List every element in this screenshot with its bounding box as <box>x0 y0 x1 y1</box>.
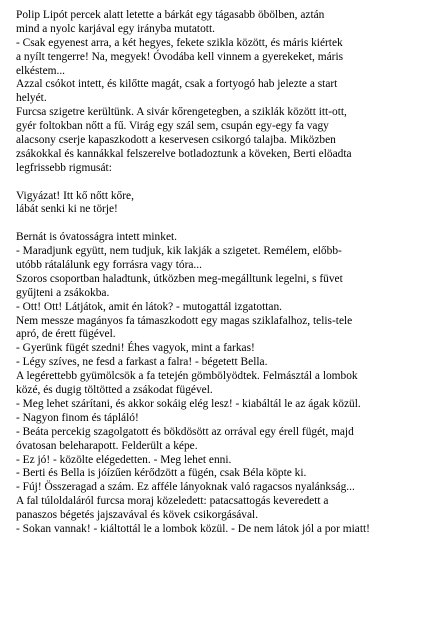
text-line: - Gyerünk fügét szedni! Éhes vagyok, mint a farkas! <box>16 342 255 355</box>
text-line: Polip Lipót percek alatt letette a bárkát egy tágasabb öbölben, aztán <box>16 9 325 21</box>
text-line: - Fúj! Összeragad a szám. Ez afféle lányoknak való ragacsos nyalánkság... <box>16 481 355 494</box>
text-line: alacsony cserje kapaszkodott a keservesen csikorgó talajba. Miközben <box>16 134 336 147</box>
text-line: - Csak egyenest arra, a két hegyes, fekete szikla között, és máris kiértek <box>16 36 343 49</box>
text-line: közé, és dugig töltötted a zsákodat fügével. <box>16 384 213 397</box>
text-line: gyűjteni a zsákokba. <box>16 286 110 299</box>
text-line: Nem messze magányos fa támaszkodott egy magas sziklafalhoz, telis-tele <box>16 314 353 327</box>
text-line: gyér foltokban nőtt a fű. Virág egy szál sem, csupán egy-egy fa vagy <box>16 120 329 133</box>
text-line: lábát senki ki ne törje! <box>16 203 118 216</box>
text-line: - Maradjunk együtt, nem tudjuk, kik lakják a szigetet. Remélem, előbb- <box>16 245 342 258</box>
text-line: legfrissebb rigmusát: <box>16 161 112 174</box>
text-line: - Beáta percekig szagolgatott és bökdösött az orrával egy érell fügét, majd <box>16 425 354 438</box>
story-text <box>16 9 424 537</box>
text-line: - Sokan vannak! - kiáltottál le a lombok közül. - De nem látok jól a por miatt! <box>16 522 370 535</box>
text-line: helyét. <box>16 92 47 105</box>
blank-line <box>16 176 424 190</box>
text-line: zsákokkal és kannákkal felszerelve botladoztunk a köveken, Berti elöadta <box>16 147 352 160</box>
text-line: mind a nyolc karjával egy irányba mutatott. <box>16 22 215 35</box>
text-line: Furcsa szigetre kerültünk. A sivár kőrengetegben, a sziklák között itt-ott, <box>16 106 347 119</box>
blank-line <box>16 217 424 231</box>
text-line: panaszos bégetés jajszavával és kövek csikorgásával. <box>16 509 259 522</box>
text-line: - Berti és Bella is jóízűen kérődzött a fügén, csak Béla köpte ki. <box>16 467 307 480</box>
text-line: Vigyázat! Itt kő nőtt kőre, <box>16 189 134 202</box>
text-line: A legérettebb gyümölcsök a fa tetején gömbölyödtek. Felmásztál a lombok <box>16 370 358 383</box>
text-line: Azzal csókot intett, és kilőtte magát, csak a fortyogó hab jelezte a start <box>16 78 338 91</box>
text-line: - Ez jó! - közölte elégedetten. - Meg lehet enni. <box>16 453 232 466</box>
text-line: elkéstem... <box>16 64 66 77</box>
text-line: - Nagyon finom és tápláló! <box>16 411 139 424</box>
text-line: Szoros csoportban haladtunk, útközben meg-megálltunk legelni, s füvet <box>16 272 343 285</box>
text-line: A fal túloldaláról furcsa moraj közeledett: patacsattogás keveredett a <box>16 495 329 508</box>
text-line: óvatosan beleharapott. Felderült a képe. <box>16 439 198 452</box>
text-line: - Meg lehet szárítani, és akkor sokáig elég lesz! - kiabáltál le az ágak közül. <box>16 397 361 410</box>
text-line: - Légy szíves, ne fesd a farkast a falra! - bégetett Bella. <box>16 356 268 369</box>
text-line: a nyílt tengerre! Na, megyek! Óvodába kell vinnem a gyerekeket, máris <box>16 50 344 63</box>
text-line: utóbb rátalálunk egy forrásra vagy tóra... <box>16 259 202 272</box>
text-line: Bernát is óvatosságra intett minket. <box>16 231 178 244</box>
text-line: - Ott! Ott! Látjátok, amit én látok? - mutogattál izgatottan. <box>16 300 283 313</box>
text-line: apró, de érett fügével. <box>16 328 116 341</box>
